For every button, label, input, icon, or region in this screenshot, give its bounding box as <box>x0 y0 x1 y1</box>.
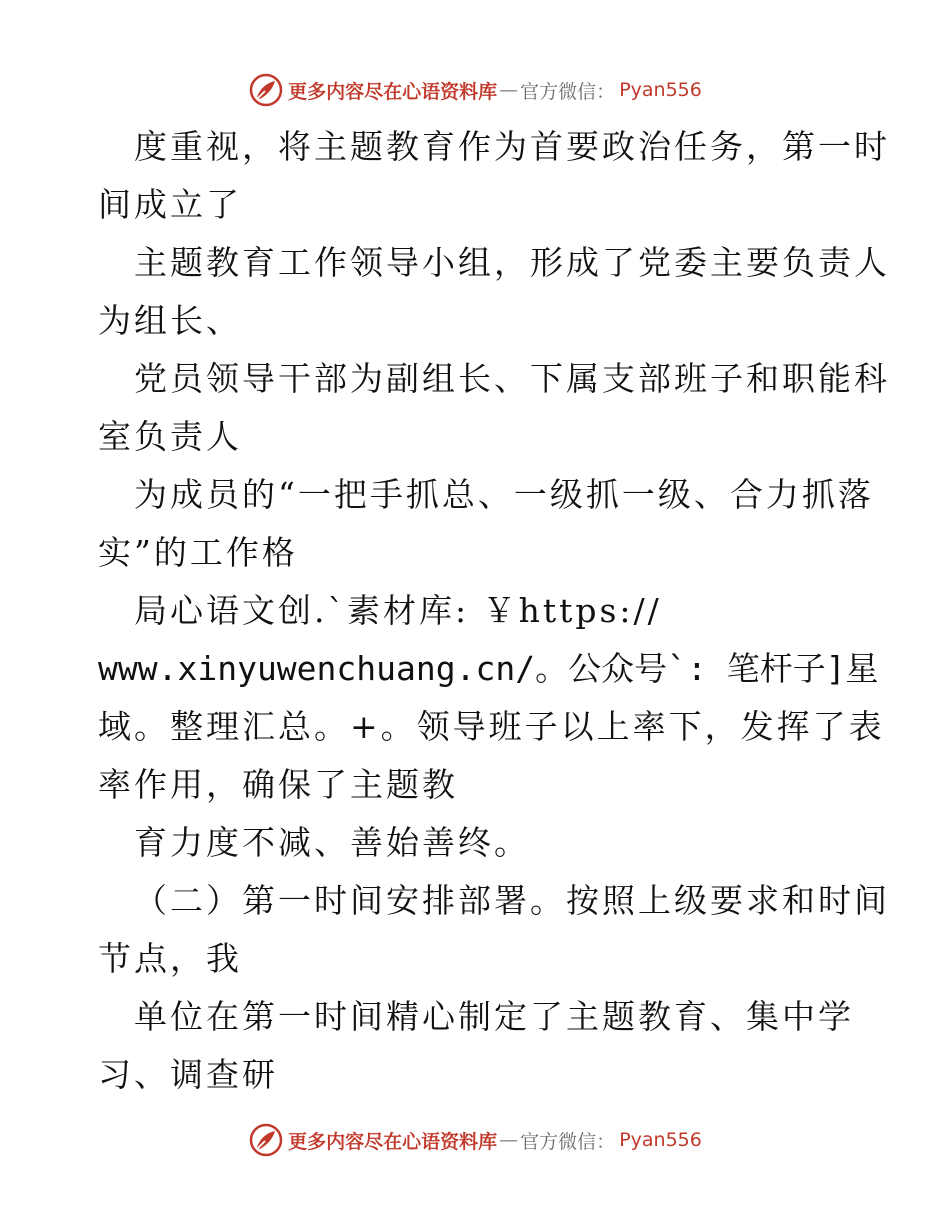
text-line: 局心语文创.`素材库: ￥https:// <box>134 591 662 630</box>
text-line: 习、调查研 <box>98 1055 278 1094</box>
page-header-watermark <box>0 68 950 112</box>
text-line: 单位在第一时间精心制定了主题教育、集中学 <box>134 997 854 1036</box>
document-body <box>98 118 890 1104</box>
text-line: 主题教育工作领导小组，形成了党委主要负责人 <box>134 243 890 282</box>
watermark-wechat-id: Pyan556 <box>619 1129 702 1151</box>
watermark-dash: — <box>499 1129 519 1151</box>
text-line: 间成立了 <box>98 185 242 224</box>
text-line: 室负责人 <box>98 417 242 456</box>
text-line: 实”的工作格 <box>98 533 298 572</box>
text-line: 节点，我 <box>98 939 242 978</box>
text-line: （二）第一时间安排部署。按照上级要求和时间 <box>134 881 890 920</box>
watermark-site-text: 更多内容尽在心语资料库 <box>288 1130 498 1153</box>
watermark-wechat-label: 官方微信： <box>520 80 616 103</box>
text-line: 为成员的“一把手抓总、一级抓一级、合力抓落 <box>134 475 874 514</box>
fountain-pen-logo-icon <box>248 1122 284 1158</box>
text-line: 率作用，确保了主题教 <box>98 765 458 804</box>
text-line: 育力度不减、善始善终。 <box>134 823 530 862</box>
text-line-url: www.xinyuwenchuang.cn/。公众号`: 笔杆子]星 <box>98 649 879 688</box>
text-line: 为组长、 <box>98 301 242 340</box>
page-footer-watermark <box>0 1118 950 1162</box>
watermark-wechat-label: 官方微信： <box>520 1130 616 1153</box>
watermark-dash: — <box>499 79 519 101</box>
text-line: 域。整理汇总。+。领导班子以上率下，发挥了表 <box>98 707 885 746</box>
text-line: 党员领导干部为副组长、下属支部班子和职能科 <box>134 359 890 398</box>
text-line: 度重视，将主题教育作为首要政治任务，第一时 <box>134 127 890 166</box>
watermark-site-text: 更多内容尽在心语资料库 <box>288 80 498 103</box>
watermark-wechat-id: Pyan556 <box>619 79 702 101</box>
fountain-pen-logo-icon <box>248 72 284 108</box>
